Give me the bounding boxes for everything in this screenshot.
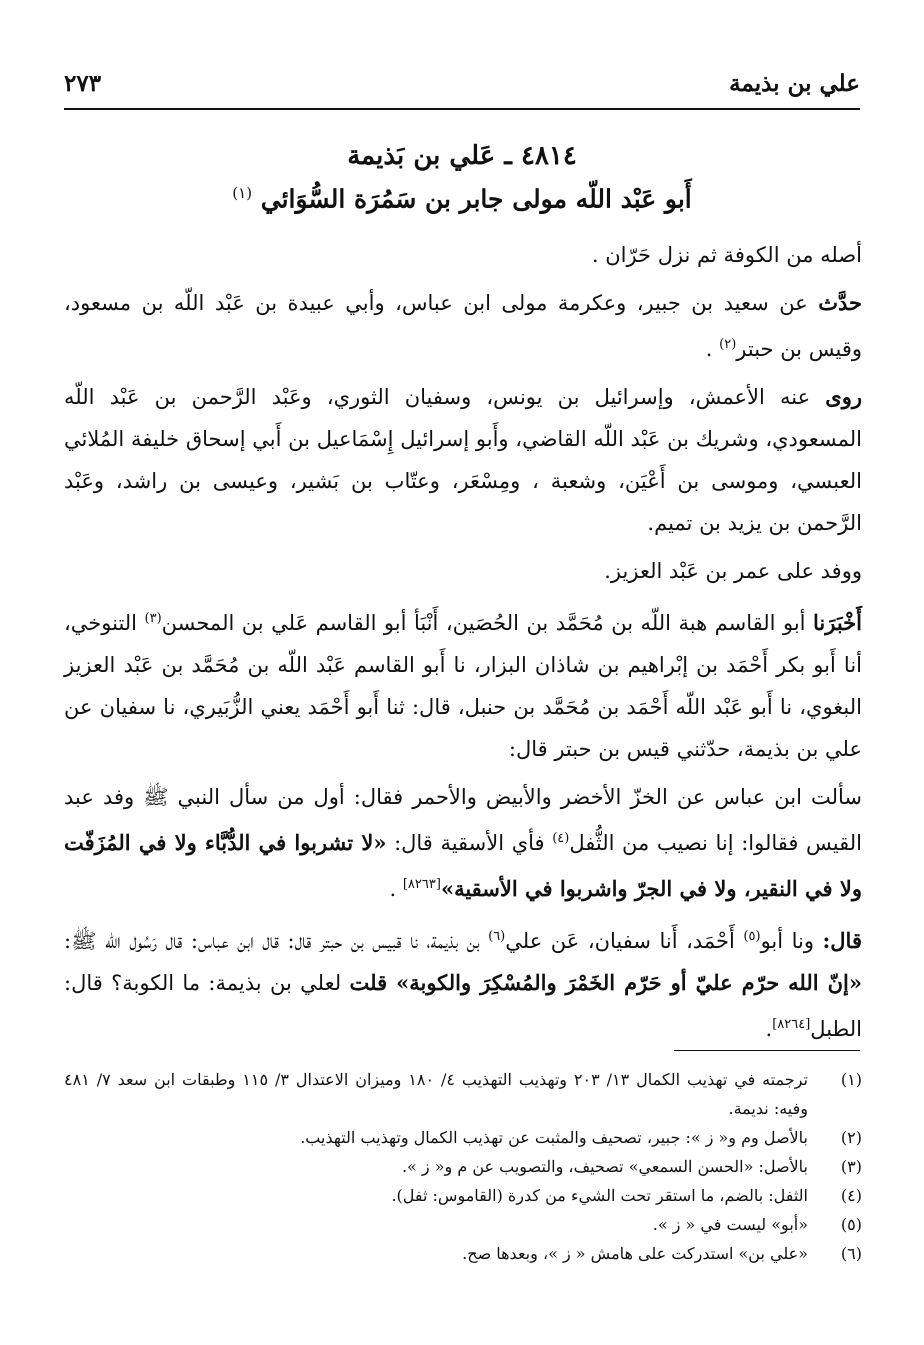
- footnote-text: بالأصل وم و« ز »: جبير، تصحيف والمثبت عن تهذيب الكمال وتهذيب التهذيب.: [300, 1128, 808, 1147]
- hadith-number: [٨٢٦٤]: [772, 1017, 811, 1032]
- paragraph-text: عنه الأعمش، وإسرائيل بن يونس، وسفيان الثوري، وعَبْد الرَّحمن بن عَبْد اللّه المسعودي، وشريك بن عَبْد اللّه القاضي، وأَبو إسرائيل إِسْمَاعيل بن أَبي إسحاق خليفة المُلائي العبسي، وموسى بن أَعْيَن، وشعبة ، ومِسْعَر، وعتّاب بن بَشير، وعيسى بن راشد، وعَبْد الرَّحمن بن يزيد بن تميم.: [64, 385, 862, 535]
- hadith-quote: «إنّ الله حرّم عليّ أو حَرّم الخَمْرَ والمُسْكِرَ والكوبة» قلت: [349, 970, 862, 995]
- footnote-number: (١): [840, 1070, 862, 1089]
- paragraph-transmitters: [64, 376, 862, 544]
- lead-word: قال:: [822, 928, 862, 953]
- footnote-ref: (١): [232, 184, 253, 202]
- footnote-ref: (٢): [719, 337, 737, 352]
- entry-subtitle-text: أَبو عَبْد اللّه مولى جابر بن سَمُرَة السُّوَائي: [260, 184, 692, 214]
- header-rule: [64, 108, 860, 110]
- footnote-text: ترجمته في تهذيب الكمال ١٣/ ٢٠٣ وتهذيب التهذيب ٤/ ١٨٠ وميزان الاعتدال ٣/ ١١٥ وطبقات ابن سعد ٧/ ٤٨١ وفيه: نديمة.: [64, 1070, 808, 1118]
- footnote-number: (٥): [840, 1215, 862, 1234]
- paragraph-text: أَحْمَد، أَنا سفيان، عَن علي: [505, 929, 744, 953]
- footnote-rule: [674, 1050, 860, 1051]
- hadith-quote: «لا تشربوا في الدُّبَّاء ولا في المُزَفّت ولا في النقير، ولا في الجرّ واشربوا في الأسقية»: [64, 830, 862, 901]
- paragraph-text: عن سعيد بن جبير، وعكرمة مولى ابن عباس، وأبي عبيدة بن عَبْد اللّه بن مسعود، وقيس بن حبتر: [64, 291, 862, 361]
- paragraph-text: .: [389, 877, 403, 901]
- paragraph-text: سألت ابن عباس عن الخزّ الأخضر والأبيض والأحمر فقال: أول من سأل النبي ﷺ وفد عبد القيس فقالوا: إنا نصيب من الثُّفل: [64, 785, 862, 855]
- paragraph-text: أبو القاسم هبة اللّه بن مُحَمَّد بن الحُصَين، أَنْبَأ أبو القاسم عَلي بن المحسن: [161, 611, 814, 635]
- paragraph-text: .: [705, 337, 720, 361]
- footnote: [64, 1065, 862, 1123]
- paragraph-hadith-2: [64, 916, 862, 1050]
- paragraph-text: بن بذيمة، نا قبيس بن حبتر قال: قال ابن عباس: قال رَسُول اللّه ﷺ:: [64, 929, 489, 953]
- paragraph-text: ونا أبو: [760, 929, 823, 953]
- entry-subtitle: [0, 184, 924, 213]
- lead-word: أَخْبَرَنا: [813, 610, 862, 635]
- running-header: [64, 70, 860, 104]
- footnote-text: بالأصل: «الحسن السمعي» تصحيف، والتصويب عن م و« ز ».: [401, 1157, 808, 1176]
- footnote-number: (٢): [840, 1128, 862, 1147]
- footnote-ref: (٤): [552, 831, 570, 846]
- footnotes: [64, 1065, 862, 1268]
- entry-title: ٤٨١٤ ـ عَلي بن بَذيمة: [347, 141, 577, 171]
- paragraph-isnad: [64, 598, 862, 770]
- lead-word: حدَّث: [818, 290, 862, 315]
- footnote: [64, 1239, 862, 1268]
- footnote-number: (٦): [840, 1244, 862, 1263]
- footnote: [64, 1123, 862, 1152]
- paragraph-text: فأي الأسقية قال:: [386, 831, 553, 855]
- footnote-text: «علي بن» استدركت على هامش « ز »، وبعدها صح.: [462, 1244, 808, 1263]
- footnote-number: (٤): [840, 1186, 862, 1205]
- footnote: [64, 1181, 862, 1210]
- paragraph-visit: ووفد على عمر بن عَبْد العزيز.: [604, 559, 862, 583]
- page-number: ٢٧٣: [64, 70, 102, 97]
- paragraph-text: .: [765, 1017, 773, 1041]
- body-text: [64, 234, 862, 1056]
- footnote-number: (٣): [840, 1157, 862, 1176]
- footnote-ref: (٦): [488, 929, 506, 944]
- paragraph-text: التنوخي، أنا أَبو بكر أَحْمَد بن إبْراهيم بن شاذان البزار، نا أَبو القاسم عَبْد اللّه بن مُحَمَّد بن عَبْد العزيز البغوي، نا أَبو عَبْد اللّه أَحْمَد بن مُحَمَّد بن حنبل، قال: ثنا أَبو أَحْمَد يعني الزُّبَيري، نا سفيان عن علي بن بذيمة، حدّثني قيس بن حبتر قال:: [64, 611, 862, 761]
- paragraph-narrated: [64, 282, 862, 370]
- footnote: [64, 1210, 862, 1239]
- footnote-ref: (٥): [743, 929, 761, 944]
- paragraph-origin: أصله من الكوفة ثم نزل حَرّان .: [591, 243, 862, 267]
- hadith-number: [٨٢٦٣]: [402, 877, 441, 892]
- lead-word: روى: [825, 384, 862, 409]
- paragraph-hadith-1: [64, 776, 862, 910]
- paragraph-text: لعلي بن بذيمة: ما الكوبة؟ قال: الطبل: [64, 971, 862, 1041]
- footnote-text: الثفل: بالضم، ما استقر تحت الشيء من كدرة (القاموس: ثفل).: [391, 1186, 808, 1205]
- footnote: [64, 1152, 862, 1181]
- footnote-text: «أبو» ليست في « ز ».: [652, 1215, 808, 1234]
- footnote-ref: (٣): [144, 611, 162, 626]
- running-title: علي بن بذيمة: [729, 70, 860, 97]
